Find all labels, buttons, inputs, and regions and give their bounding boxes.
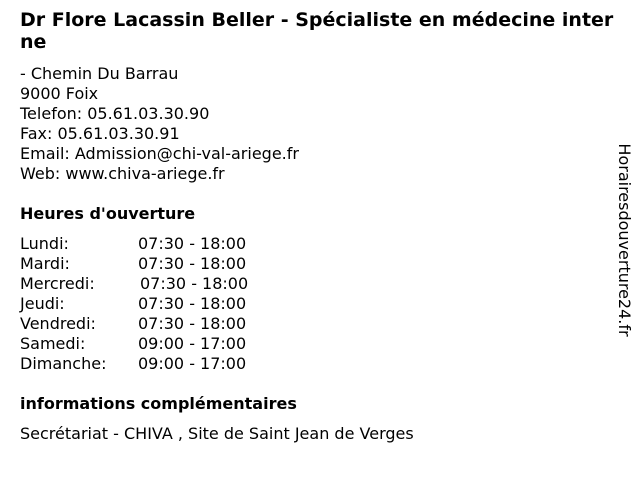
day-label: Lundi: — [20, 234, 69, 253]
city-postcode: 9000 Foix — [20, 84, 99, 103]
time-range: 07:30 - 18:00 — [140, 274, 249, 293]
time-range: 07:30 - 18:00 — [138, 294, 247, 313]
day-label: Samedi: — [20, 334, 86, 353]
contact-block — [20, 64, 299, 184]
day-label: Dimanche: — [20, 354, 107, 373]
watermark-site-name: Horairesdouverture24.fr — [615, 143, 634, 337]
time-range: 07:30 - 18:00 — [138, 314, 247, 333]
fax-number: Fax: 05.61.03.30.91 — [20, 124, 180, 143]
additional-info-text: Secrétariat - CHIVA , Site de Saint Jean de Verges — [20, 424, 414, 443]
time-range: 07:30 - 18:00 — [138, 254, 247, 273]
phone-number: Telefon: 05.61.03.30.90 — [20, 104, 210, 123]
day-label: Mercredi: — [20, 274, 95, 293]
website: Web: www.chiva-ariege.fr — [20, 164, 225, 183]
street-address: - Chemin Du Barrau — [20, 64, 179, 83]
day-label: Mardi: — [20, 254, 70, 273]
day-label: Vendredi: — [20, 314, 96, 333]
opening-hours-heading: Heures d'ouverture — [20, 204, 196, 223]
page-title: Dr Flore Lacassin Beller - Spécialiste en médecine interne — [20, 9, 614, 53]
additional-info-heading: informations complémentaires — [20, 394, 297, 413]
day-label: Jeudi: — [20, 294, 65, 313]
email-address: Email: Admission@chi-val-ariege.fr — [20, 144, 299, 163]
time-range: 09:00 - 17:00 — [138, 334, 247, 353]
time-range: 07:30 - 18:00 — [138, 234, 247, 253]
time-range: 09:00 - 17:00 — [138, 354, 247, 373]
